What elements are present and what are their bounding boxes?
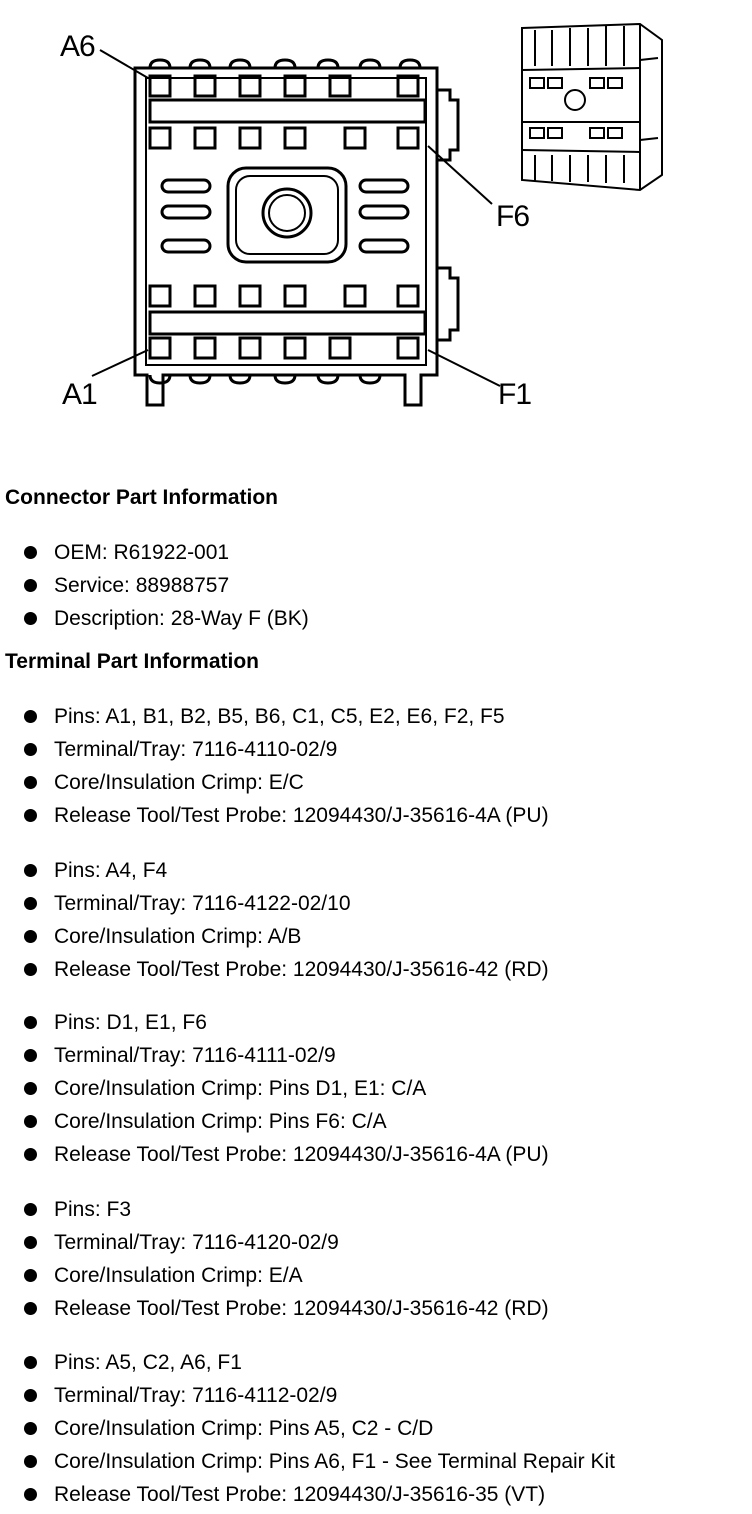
list-item: Terminal/Tray: 7116-4120-02/9: [0, 1226, 549, 1259]
list-item: Core/Insulation Crimp: E/A: [0, 1259, 549, 1292]
list-item: Release Tool/Test Probe: 12094430/J-35616-42 (RD): [0, 953, 549, 986]
list-item: OEM: R61922-001: [0, 536, 309, 569]
terminal-group-3: [0, 1006, 549, 1171]
connector-heading: Connector Part Information: [5, 486, 279, 509]
connector-list: [0, 536, 309, 635]
list-item: Terminal/Tray: 7116-4110-02/9: [0, 733, 549, 766]
list-item: Release Tool/Test Probe: 12094430/J-35616-4A (PU): [0, 1138, 549, 1171]
list-item: Pins: A1, B1, B2, B5, B6, C1, C5, E2, E6, F2, F5: [0, 700, 549, 733]
list-item: Terminal/Tray: 7116-4122-02/10: [0, 887, 549, 920]
list-item: Pins: A4, F4: [0, 854, 549, 887]
list-item: Service: 88988757: [0, 569, 309, 602]
list-item: Terminal/Tray: 7116-4112-02/9: [0, 1379, 615, 1412]
terminal-group-2: [0, 854, 549, 986]
list-item: Core/Insulation Crimp: Pins F6: C/A: [0, 1105, 549, 1138]
list-item: Core/Insulation Crimp: A/B: [0, 920, 549, 953]
list-item: Release Tool/Test Probe: 12094430/J-35616-4A (PU): [0, 799, 549, 832]
list-item: Pins: F3: [0, 1193, 549, 1226]
connector-diagram: [0, 0, 752, 440]
list-item: Release Tool/Test Probe: 12094430/J-35616-35 (VT): [0, 1478, 615, 1511]
list-item: Core/Insulation Crimp: Pins A6, F1 - See Terminal Repair Kit: [0, 1445, 615, 1478]
connector-face-drawing: [0, 0, 752, 440]
list-item: Core/Insulation Crimp: Pins A5, C2 - C/D: [0, 1412, 615, 1445]
callout-f1: F1: [498, 378, 532, 411]
list-item: Pins: D1, E1, F6: [0, 1006, 549, 1039]
list-item: Release Tool/Test Probe: 12094430/J-35616-42 (RD): [0, 1292, 549, 1325]
terminal-group-5: [0, 1346, 615, 1511]
terminal-group-4: [0, 1193, 549, 1325]
terminal-heading: Terminal Part Information: [5, 650, 259, 673]
list-item: Core/Insulation Crimp: E/C: [0, 766, 549, 799]
list-item: Terminal/Tray: 7116-4111-02/9: [0, 1039, 549, 1072]
callout-a1: A1: [62, 378, 97, 411]
callout-f6: F6: [496, 200, 530, 233]
callout-a6: A6: [60, 30, 95, 63]
list-item: Core/Insulation Crimp: Pins D1, E1: C/A: [0, 1072, 549, 1105]
list-item: Pins: A5, C2, A6, F1: [0, 1346, 615, 1379]
list-item: Description: 28-Way F (BK): [0, 602, 309, 635]
terminal-group-1: [0, 700, 549, 832]
